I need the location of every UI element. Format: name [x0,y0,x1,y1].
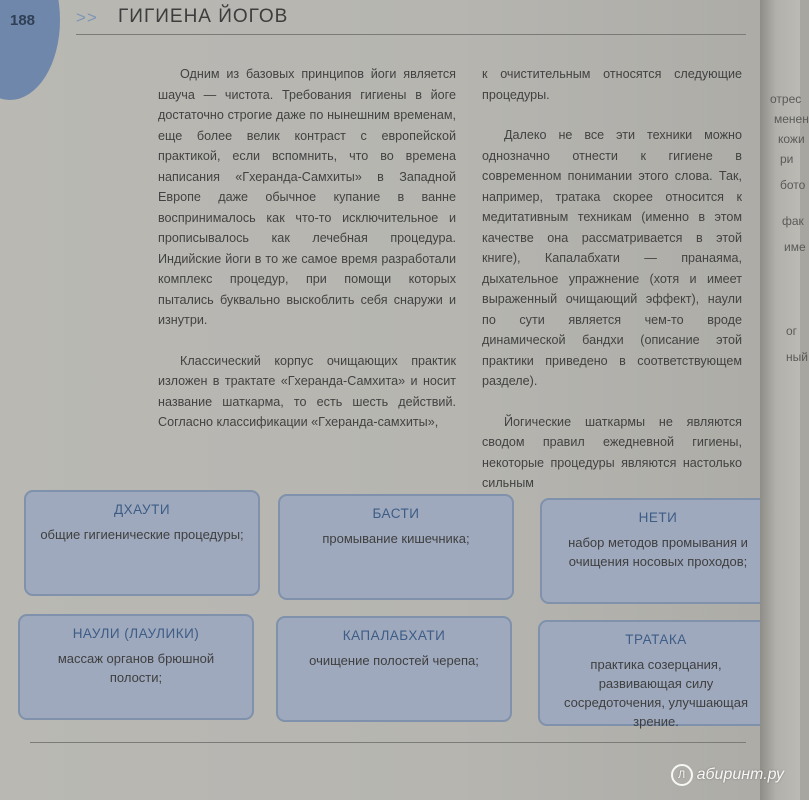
labirint-logo-icon: Л [671,764,693,786]
adjacent-text-fragment: име [784,240,806,254]
header-divider [76,34,746,35]
paragraph: к очистительным относятся следующие процедуры. [482,67,742,102]
practice-title: КАПАЛАБХАТИ [342,628,446,643]
practice-card-trataka [538,620,774,729]
practice-title: ТРАТАКА [625,632,687,647]
adjacent-text-fragment: ог [786,324,798,338]
practice-card-nauli [18,614,254,720]
watermark [671,764,784,786]
adjacent-text-fragment: ри [780,152,794,166]
practice-description: практика созерцания, развивающая силу сосредоточения, улучшающая зрение. [564,657,748,729]
adjacent-page-edge [760,0,809,800]
practice-title: ДХАУТИ [113,502,171,517]
adjacent-text-fragment: менен [774,112,809,126]
page-number: 188 [10,12,36,29]
practice-card-dhauti [24,490,260,596]
practice-description: массаж органов брюшной полости; [57,651,215,685]
practice-card-neti [540,498,776,604]
practice-description: общие гигиенические процедуры; [40,527,244,542]
header-arrows-icon: >> [76,8,98,27]
adjacent-text-fragment: фак [782,214,804,228]
practice-description: набор методов промывания и очищения носовых проходов; [568,535,748,569]
adjacent-text-fragment: кожи [778,132,805,146]
left-text-column [158,64,456,453]
chapter-title: ГИГИЕНА ЙОГОВ [118,6,289,27]
practice-description: очищение полостей черепа; [309,653,479,668]
footer-divider [30,742,746,743]
paragraph: Классический корпус очищающих практик изложен в трактате «Гхеранда-Самхита» и носит название шаткарма, то есть шесть действий. Согласно классификации «Гхеранда-самхиты», [158,353,456,429]
right-text-column [482,64,742,514]
adjacent-text-fragment: отрес [770,92,802,106]
practice-title: НАУЛИ (ЛАУЛИКИ) [72,626,200,641]
watermark-text: абиринт.ру [696,766,784,784]
practice-card-kapalabhati [276,616,512,722]
paragraph: Йогические шаткармы не являются сводом правил ежедневной гигиены, некоторые процедуры являются настолько сильным [482,414,742,490]
practice-title: НЕТИ [638,510,678,525]
practices-grid [18,488,748,738]
paragraph: Одним из базовых принципов йоги является шауча — чистота. Требования гигиены в йоге достаточно строгие даже по нынешним временам, еще более велик контраст с европейской практикой, если вспомнить, что во времена написания «Гхеранда-Самхиты» в Западной Европе даже обычное купание в ванне воспринималось как что-то исключительное и прописывалось как лечебная процедура. Индийские йоги в то же самое время разработали комплекс процедур, при помощи которых пытались буквально выскоблить себя снаружи и изнутри. [158,67,456,327]
adjacent-text-fragment: бото [780,178,806,192]
practice-card-basti [278,494,514,600]
practice-description: промывание кишечника; [322,531,470,546]
adjacent-text-fragment: ный [786,350,808,364]
practice-title: БАСТИ [372,506,420,521]
paragraph: Далеко не все эти техники можно однозначно отнести к гигиене в современном понимании этого слова. Так, например, тратака скорее относится к медитативным техникам (именно в этом качестве она рассматривается в этой книге), Капалабхати — пранаяма, дыхательное упражнение (хотя и имеет выраженный очищающий эффект), наули по сути является чем-то вроде динамической бандхи (описание этой практики приведено в соответствующем разделе). [482,128,742,388]
